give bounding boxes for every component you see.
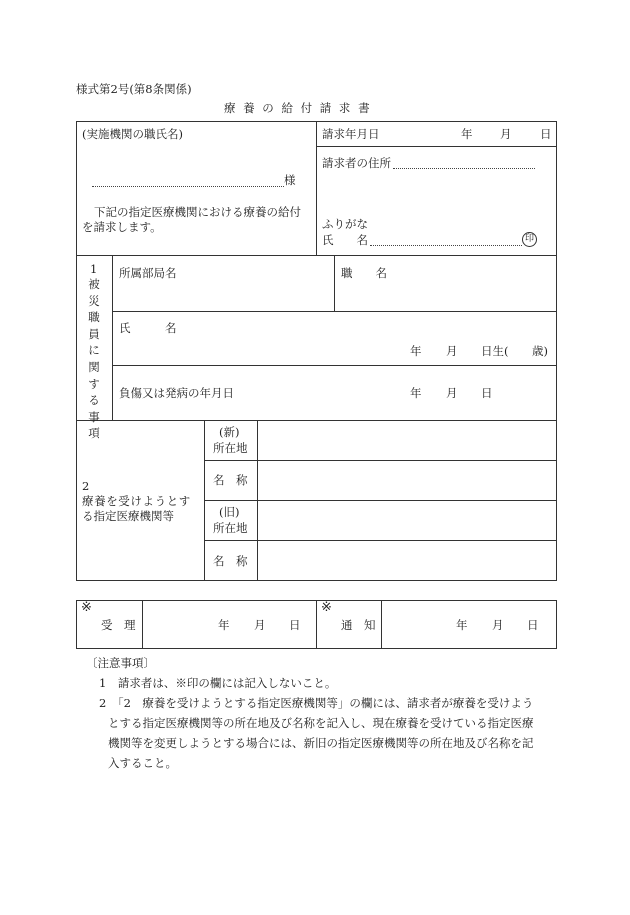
section2-number: 2 <box>82 479 90 493</box>
request-day: 日 <box>540 127 552 141</box>
new-label: (新) <box>219 425 240 439</box>
received-month: 月 <box>254 618 266 632</box>
received-asterisk: ※ <box>81 600 92 615</box>
job-title-label: 職 名 <box>341 266 387 280</box>
notice-year: 年 <box>456 618 468 632</box>
new-name-label: 名 称 <box>213 473 248 487</box>
birth-month: 月 <box>446 344 458 358</box>
note-item-2-line1: 2 「2 療養を受けようとする指定医療機関等」の欄には、請求者が療養を受けよう <box>99 696 534 710</box>
injury-date-label: 負傷又は発病の年月日 <box>119 386 234 400</box>
new-location-label: 所在地 <box>213 441 248 455</box>
furigana-label: ふりがな <box>322 217 368 231</box>
honorific: 様 <box>284 173 296 187</box>
claimant-name-line[interactable] <box>370 245 522 246</box>
claimant-name-label: 氏 名 <box>322 233 368 247</box>
injury-month: 月 <box>446 386 458 400</box>
note-item-2-line3: 機関等を変更しようとする場合には、新旧の指定医療機関等の所在地及び名称を記 <box>108 736 534 750</box>
age-suffix: 歳) <box>532 344 548 358</box>
note-item-2-line4: 入すること。 <box>108 756 177 770</box>
notice-month: 月 <box>492 618 504 632</box>
note-item-1: 1 請求者は、※印の欄には記入しないこと。 <box>99 676 337 690</box>
form-title: 療 養 の 給 付 請 求 書 <box>224 101 372 115</box>
request-month: 月 <box>500 127 512 141</box>
old-label: (旧) <box>219 505 240 519</box>
old-name-label: 名 称 <box>213 554 248 568</box>
section2-title-line2: る指定医療機関等 <box>82 509 174 523</box>
section1-number: 1 <box>90 262 98 276</box>
notice-day: 日 <box>527 618 539 632</box>
received-day: 日 <box>289 618 301 632</box>
birth-year: 年 <box>410 344 422 358</box>
injury-day: 日 <box>481 386 493 400</box>
notes-heading: 〔注意事項〕 <box>86 656 155 670</box>
injury-year: 年 <box>410 386 422 400</box>
received-label: 受 理 <box>101 618 136 632</box>
request-date-label: 請求年月日 <box>322 127 380 141</box>
seal-icon: 印 <box>522 232 537 247</box>
section1-title: 被 災 職 員 に 関 す る 事 項 <box>88 277 100 441</box>
request-text-line1: 下記の指定医療機関における療養の給付 <box>94 205 301 219</box>
birth-day-label: 日生( <box>481 344 509 358</box>
notice-label: 通 知 <box>341 618 376 632</box>
department-label: 所属部局名 <box>119 266 177 280</box>
old-location-label: 所在地 <box>213 521 248 535</box>
received-year: 年 <box>218 618 230 632</box>
employee-name-label: 氏 名 <box>119 321 177 335</box>
request-year: 年 <box>461 127 473 141</box>
address-line[interactable] <box>393 168 535 169</box>
note-item-2-line2: とする指定医療機関等の所在地及び名称を記入し、現在療養を受けている指定医療 <box>108 716 534 730</box>
form-number: 様式第2号(第8条関係) <box>76 82 192 96</box>
section2-title-line1: 療養を受けようとす <box>82 494 191 508</box>
notice-asterisk: ※ <box>321 600 332 615</box>
request-text-line2: を請求します。 <box>82 220 162 234</box>
addressee-label: (実施機関の職氏名) <box>82 127 183 141</box>
address-label: 請求者の住所 <box>322 156 391 170</box>
addressee-line[interactable] <box>92 186 284 187</box>
